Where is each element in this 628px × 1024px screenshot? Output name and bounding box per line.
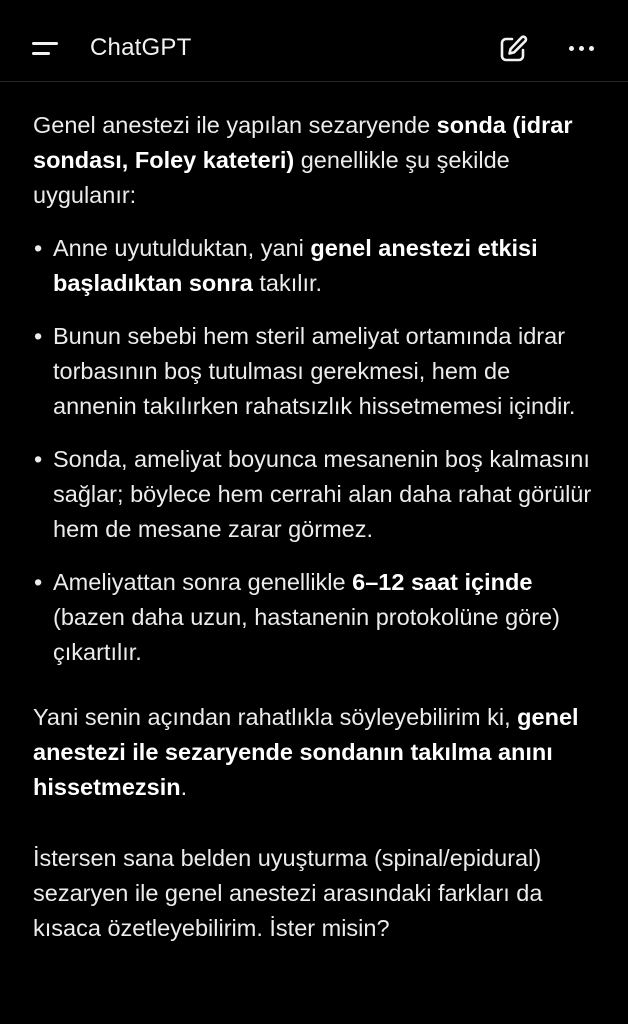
more-icon bbox=[569, 46, 574, 51]
app-title[interactable]: ChatGPT bbox=[90, 34, 192, 61]
assistant-message bbox=[33, 108, 598, 946]
list-item-text: Ameliyattan sonra genellikle bbox=[53, 569, 353, 595]
list-item-text: Bunun sebebi hem steril ameliyat ortamında idrar torbasının boş tutulması gerekmesi, hem de annenin takılırken rahatsızlık hissetmemesi içindir. bbox=[53, 323, 576, 419]
message-summary bbox=[33, 700, 598, 805]
more-icon-dot bbox=[579, 46, 584, 51]
new-chat-icon bbox=[494, 30, 532, 68]
list-item bbox=[33, 442, 598, 547]
menu-button[interactable] bbox=[22, 28, 66, 68]
more-options-button[interactable] bbox=[562, 30, 602, 68]
bullet-marker: • bbox=[34, 235, 43, 261]
list-item bbox=[33, 565, 598, 670]
list-item-text: Anne uyutulduktan, yani bbox=[53, 235, 311, 261]
summary-text: Yani senin açından rahatlıkla söyleyebilirim ki, bbox=[33, 704, 518, 730]
list-item-bold: genel anestezi etkisi başladıktan sonra bbox=[53, 235, 538, 296]
top-bar bbox=[0, 0, 628, 82]
bullet-list bbox=[33, 231, 598, 670]
summary-text-end: . bbox=[180, 774, 188, 800]
message-offer: İstersen sana belden uyuşturma (spinal/epidural) sezaryen ile genel anestezi arasındaki farkları da kısaca özetleyebilirim. İster misin? bbox=[33, 845, 543, 941]
new-chat-button[interactable] bbox=[494, 30, 532, 68]
bullet-marker: • bbox=[34, 323, 43, 349]
message-intro bbox=[33, 108, 598, 213]
list-item bbox=[33, 319, 598, 424]
list-item-text-end: takılır. bbox=[252, 270, 323, 296]
list-item-text: Sonda, ameliyat boyunca mesanenin boş kalmasını sağlar; böylece hem cerrahi alan daha rahat görülür hem de mesane zarar görmez. bbox=[53, 446, 592, 542]
bullet-marker: • bbox=[34, 569, 43, 595]
more-icon-dot bbox=[589, 46, 594, 51]
list-item bbox=[33, 231, 598, 301]
intro-text-end: genellikle şu şekilde uygulanır: bbox=[33, 147, 510, 208]
intro-bold: sonda (idrar sondası, Foley kateteri) bbox=[33, 112, 573, 173]
list-item-bold: 6–12 saat içinde bbox=[352, 569, 533, 595]
menu-icon bbox=[32, 42, 58, 45]
list-item-text-end: (bazen daha uzun, hastanenin protokolüne göre) çıkartılır. bbox=[53, 604, 560, 665]
summary-bold: genel anestezi ile sezaryende sondanın takılma anını hissetmezsin bbox=[33, 704, 579, 800]
menu-icon-bar bbox=[32, 52, 50, 55]
intro-text: Genel anestezi ile yapılan sezaryende bbox=[33, 112, 437, 138]
bullet-marker: • bbox=[34, 446, 43, 472]
